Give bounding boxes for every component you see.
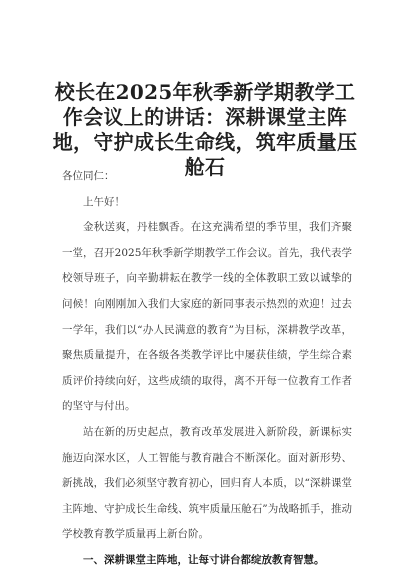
body-paragraph: 站在新的历史起点，教育改革发展进入新阶段，新课标实施迈向深水区，人工智能与教育融合不断深化。面对新形势、新挑战，我们必须坚守教育初心，回归育人本质，以“深耕课堂主阵地、守护成长生命线、筑牢质量压舱石”为战略抓手，推动学校教育教学质量再上新台阶。 <box>62 425 352 541</box>
greeting-line: 上午好！ <box>83 195 125 208</box>
section-heading: 一、深耕课堂主阵地，让每寸讲台都绽放教育智慧。 <box>83 553 325 566</box>
body-paragraph: 金秋送爽，丹桂飘香。在这充满希望的季节里，我们齐聚一堂，召开2025年秋季新学期教学工作会议。首先，我代表学校领导班子，向辛勤耕耘在教学一线的全体教职工致以诚挚的问候！向刚刚加入我们大家庭的新同事表示热烈的欢迎！过去一学年，我们以“办人民满意的教育”为目标，深耕教学改革，聚焦质量提升，在各级各类教学评比中屡获佳绩，学生综合素质评价持续向好，这些成绩的取得，离不开每一位教育工作者的坚守与付出。 <box>62 221 352 413</box>
salutation: 各位同仁： <box>62 170 115 182</box>
document-title: 校长在2025年秋季新学期教学工作会议上的讲话：深耕课堂主阵地，守护成长生命线，筑牢质量压舱石 <box>52 80 358 179</box>
document-body <box>62 164 352 574</box>
